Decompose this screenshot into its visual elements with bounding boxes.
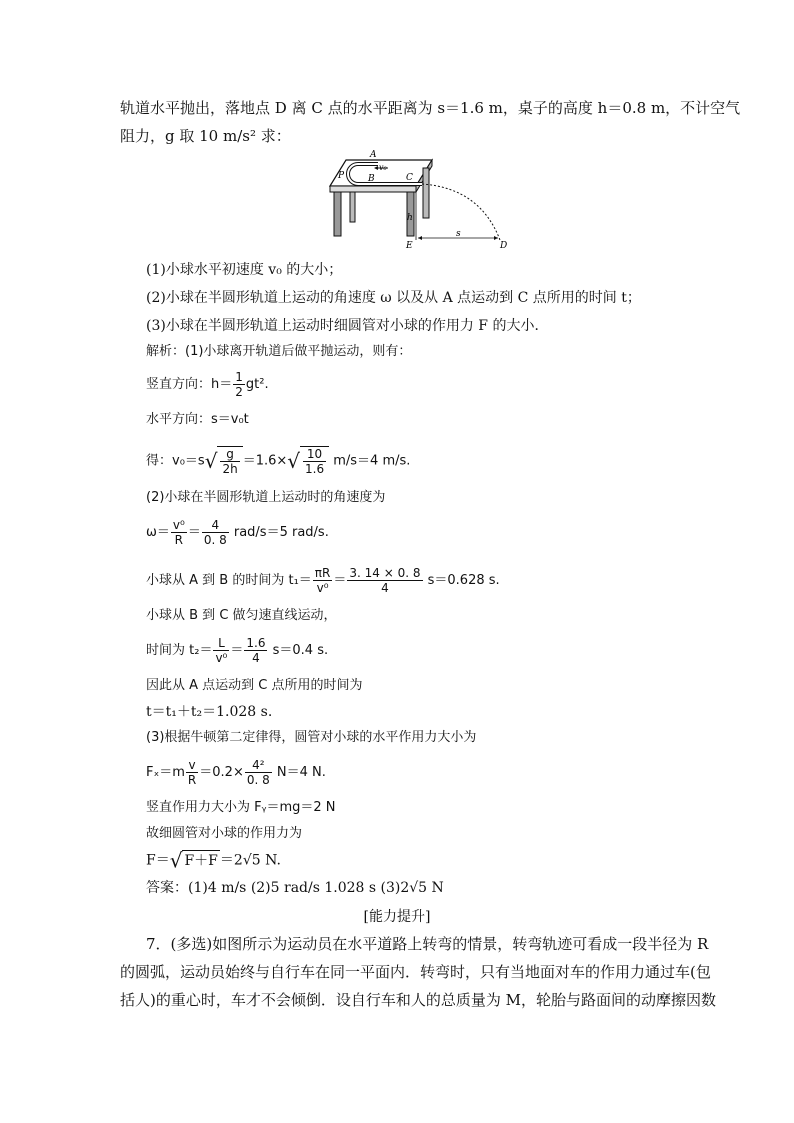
solution-t2 [146,636,328,665]
fraction-numerator: v⁰ [172,518,185,532]
label-h: h [407,213,413,223]
question-2: (2)小球在半圆形轨道上运动的角速度 ω 以及从 A 点运动到 C 点所用的时间 t； [146,290,641,306]
table-leg [350,192,355,222]
fraction-numerator: 1 [235,370,243,384]
table-leg [334,192,341,236]
solution-f-intro: 故细圆管对小球的作用力为 [146,826,303,841]
solution-text: 小球从 A 到 B 的时间为 t₁＝ [146,573,312,588]
solution-intro: 解析：(1)小球离开轨道后做平抛运动，则有： [146,344,412,359]
fraction [186,758,198,787]
fraction-numerator: L [213,636,229,651]
distance-arrowhead [494,236,498,240]
label-v0: v₀ [379,163,387,172]
fraction [313,566,333,595]
solution-text: N＝4 N. [272,765,326,780]
fraction-denominator: R [187,773,197,787]
fraction-denominator: 2 [235,385,243,399]
table-leg [423,168,429,218]
section-heading: [能力提升] [363,909,431,925]
square-root-body: F＋F [182,850,219,871]
answer-line: 答案：(1)4 m/s (2)5 rad/s 1.028 s (3)2√5 N [146,880,444,896]
fraction-denominator: 1.6 [305,462,325,476]
table-top-edge [330,186,416,192]
fraction [244,636,267,665]
fraction-numerator: 3. 14 × 0. 8 [349,566,421,580]
solution-text: ＝ [187,525,201,540]
fraction-numerator: 10 [303,447,326,462]
solution-total: t＝t₁＋t₂＝1.028 s. [146,704,273,720]
solution-text: 得：v₀＝s [146,453,205,469]
solution-fx [146,758,326,787]
solution-text: s＝0.4 s. [268,643,329,658]
label-e: E [406,241,413,251]
fraction-denominator: 2h [222,462,238,476]
q7-line-2: 的圆弧，运动员始终与自行车在同一平面内．转弯时，只有当地面对车的作用力通过车(包 [120,963,711,981]
fraction-denominator: 0. 8 [203,533,227,547]
fraction [303,447,326,476]
solution-text: ＝ [230,643,244,658]
fraction-denominator: v⁰ [316,581,329,595]
fraction [220,447,239,476]
solution-text: ＝ [333,573,347,588]
table-track-figure [310,148,520,253]
question-3: (3)小球在半圆形轨道上运动时细圆管对小球的作用力 F 的大小． [146,318,549,334]
fraction-denominator: 4 [381,581,389,595]
solution-total-intro: 因此从 A 点运动到 C 点所用的时间为 [146,678,363,693]
solution-omega [146,518,329,547]
projectile-trajectory [422,184,500,240]
solution-text: Fₓ＝m [146,765,185,780]
fraction [202,518,229,547]
solution-text: 竖直方向：h＝ [146,377,233,392]
label-a: A [370,150,377,160]
label-s: s [456,229,461,239]
solution-v0 [146,446,410,476]
solution-vertical [146,370,269,399]
solution-bc: 小球从 B 到 C 做匀速直线运动， [146,608,337,623]
solution-text: ＝2√5 N. [219,852,281,869]
q7-line-1: 7．(多选)如图所示为运动员在水平道路上转弯的情景，转弯轨迹可看成一段半径为 R [146,935,709,953]
solution-text: s＝0.628 s. [423,573,500,588]
fraction [347,566,422,595]
fraction-numerator: 4² [245,758,272,773]
fraction-numerator: v [186,758,198,773]
fraction [233,370,245,399]
fraction-denominator: v⁰ [215,651,228,665]
solution-text: ω＝ [146,525,170,540]
fraction-denominator: R [174,533,184,547]
solution-fy: 竖直作用力大小为 Fᵧ＝mg＝2 N [146,800,336,815]
fraction-denominator: 4 [252,651,260,665]
label-d: D [500,241,508,251]
solution-text: F＝ [146,852,170,869]
solution-text: rad/s＝5 rad/s. [229,525,329,540]
problem-line-1: 轨道水平抛出，落地点 D 离 C 点的水平距离为 s＝1.6 m，桌子的高度 h＝0.8 m，不计空气 [120,99,741,117]
solution-text: gt². [245,377,269,392]
question-1: (1)小球水平初速度 v₀ 的大小； [146,262,343,278]
label-c: C [406,173,413,183]
label-p: P [338,171,345,181]
solution-f [146,850,281,871]
square-root: √ F＋F [169,848,218,873]
distance-arrowhead [418,236,422,240]
solution-omega-intro: (2)小球在半圆形轨道上运动时的角速度为 [146,490,386,505]
fraction [171,518,187,547]
fraction-numerator: 4 [202,518,229,533]
solution-t1 [146,566,500,595]
square-root: √ $\frac{10}{1.6}$ [287,446,329,476]
fraction-denominator: 0. 8 [246,773,270,787]
solution-horizontal: 水平方向：s＝v₀t [146,412,249,427]
fraction-numerator: 1.6 [246,636,266,650]
solution-text: m/s＝4 m/s. [329,453,411,469]
fraction [213,636,229,665]
fraction-numerator: πR [314,566,331,580]
fraction [245,758,272,787]
q7-line-3: 括人)的重心时，车才不会倾倒．设自行车和人的总质量为 M，轮胎与路面间的动摩擦因数 [120,991,716,1009]
square-root: √ $\frac{g}{2h}$ [205,446,243,476]
solution-newton: (3)根据牛顿第二定律得，圆管对小球的水平作用力大小为 [146,730,477,745]
problem-line-2: 阻力，g 取 10 m/s² 求： [120,127,291,145]
solution-text: ＝1.6× [242,453,288,469]
fraction-numerator: g [220,447,239,462]
solution-text: 时间为 t₂＝ [146,643,213,658]
solution-text: ＝0.2× [199,765,244,780]
label-b: B [368,174,375,184]
